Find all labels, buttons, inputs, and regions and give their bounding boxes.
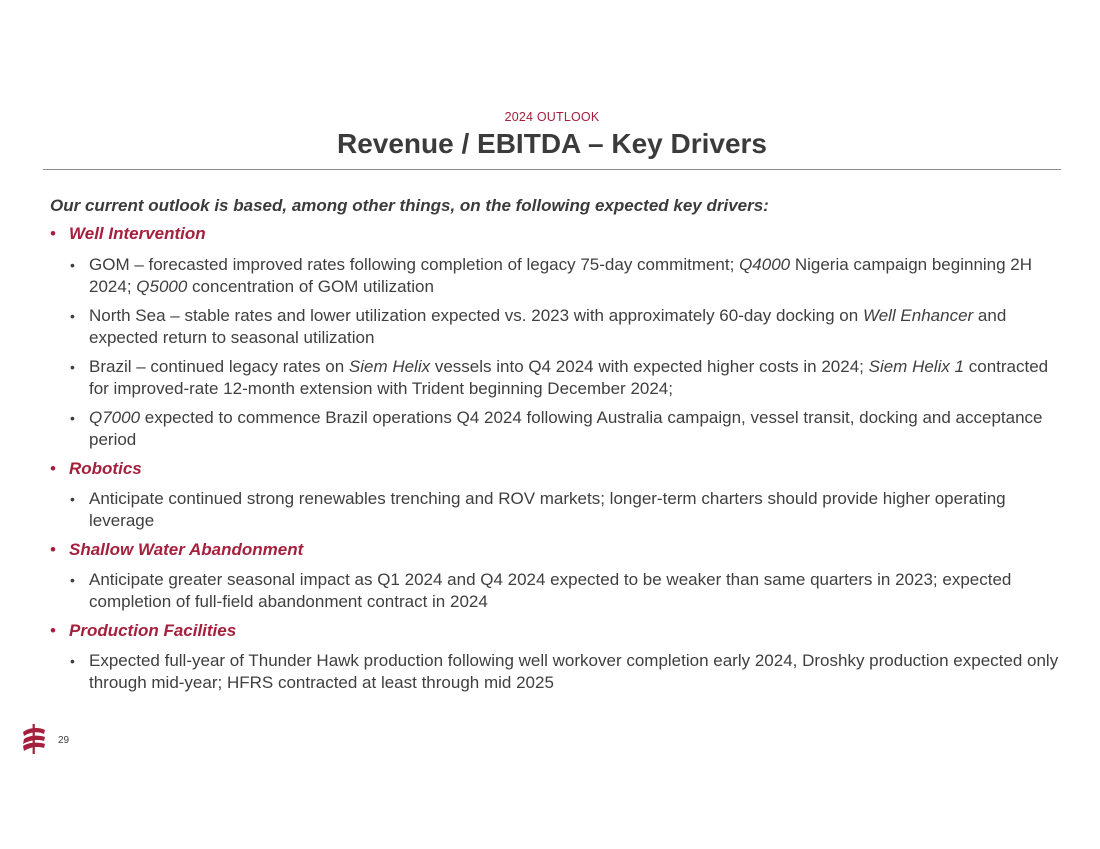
list-item-text xyxy=(89,650,1060,694)
section-heading-label: Well Intervention xyxy=(69,224,206,243)
bullet-icon: • xyxy=(70,359,75,375)
vessel-name: Well Enhancer xyxy=(862,306,974,325)
page-number: 29 xyxy=(58,735,70,746)
section-heading xyxy=(50,224,206,244)
intro-text: Our current outlook is based, among other things, on the following expected key drivers: xyxy=(50,196,769,215)
list-item-text xyxy=(89,356,1060,400)
section-heading-label: Robotics xyxy=(69,459,142,478)
text-run: North Sea – stable rates and lower utilization expected vs. 2023 with approximately 60-day docking on xyxy=(89,306,863,325)
vessel-name: Q5000 xyxy=(136,277,188,296)
section-heading-label: Production Facilities xyxy=(69,621,237,640)
text-run: Brazil – continued legacy rates on xyxy=(89,357,349,376)
list-item xyxy=(70,650,1060,694)
list-item xyxy=(70,569,1060,613)
vessel-name: Siem Helix xyxy=(348,357,431,376)
list-item xyxy=(70,356,1060,400)
section-heading-label: Shallow Water Abandonment xyxy=(69,540,304,559)
list-item xyxy=(70,305,1060,349)
list-item xyxy=(70,254,1060,298)
text-run: Anticipate greater seasonal impact as Q1 2024 and Q4 2024 expected to be weaker than same quarters in 2023; expected completion of full-field abandonment contract in 2024 xyxy=(89,570,1012,611)
bullet-icon: • xyxy=(70,491,75,507)
list-item xyxy=(70,488,1060,532)
section-heading xyxy=(50,621,236,641)
bullet-icon: • xyxy=(50,224,56,243)
text-run: Expected full-year of Thunder Hawk production following well workover completion early 2024, Droshky production expected only through mid-year; HFRS contracted at least through mid 2025 xyxy=(89,651,1059,692)
helix-logo-icon xyxy=(21,724,47,754)
section-heading xyxy=(50,540,303,560)
list-item-text xyxy=(89,254,1060,298)
text-run: contracted for improved-rate 12-month extension with Trident beginning December 2024; xyxy=(89,357,1049,398)
list-item-text xyxy=(89,407,1060,451)
list-item-text xyxy=(89,305,1060,349)
text-run: expected to commence Brazil operations Q4 2024 following Australia campaign, vessel transit, docking and acceptance period xyxy=(89,408,1043,449)
bullet-icon: • xyxy=(70,410,75,426)
text-run: concentration of GOM utilization xyxy=(187,277,434,296)
text-run: GOM – forecasted improved rates following completion of legacy 75-day commitment; xyxy=(89,255,740,274)
page-title: Revenue / EBITDA – Key Drivers xyxy=(336,128,768,159)
bullet-icon: • xyxy=(70,308,75,324)
list-item xyxy=(70,407,1060,451)
vessel-name: Q4000 xyxy=(739,255,791,274)
text-run: vessels into Q4 2024 with expected higher costs in 2024; xyxy=(430,357,869,376)
bullet-icon: • xyxy=(50,540,56,559)
text-run: Anticipate continued strong renewables trenching and ROV markets; longer-term charters should provide higher operating leverage xyxy=(89,489,1006,530)
vessel-name: Q7000 xyxy=(89,408,141,427)
list-item-text xyxy=(89,488,1060,532)
bullet-icon: • xyxy=(50,621,56,640)
text-run: and expected return to seasonal utilization xyxy=(89,306,1007,347)
section-heading xyxy=(50,459,142,479)
bullet-icon: • xyxy=(70,653,75,669)
list-item-text xyxy=(89,569,1060,613)
section-kicker: 2024 OUTLOOK xyxy=(504,110,600,124)
text-run: Nigeria campaign beginning 2H 2024; xyxy=(89,255,1033,296)
bullet-icon: • xyxy=(70,572,75,588)
bullet-icon: • xyxy=(70,257,75,273)
vessel-name: Siem Helix 1 xyxy=(868,357,965,376)
bullet-icon: • xyxy=(50,459,56,478)
